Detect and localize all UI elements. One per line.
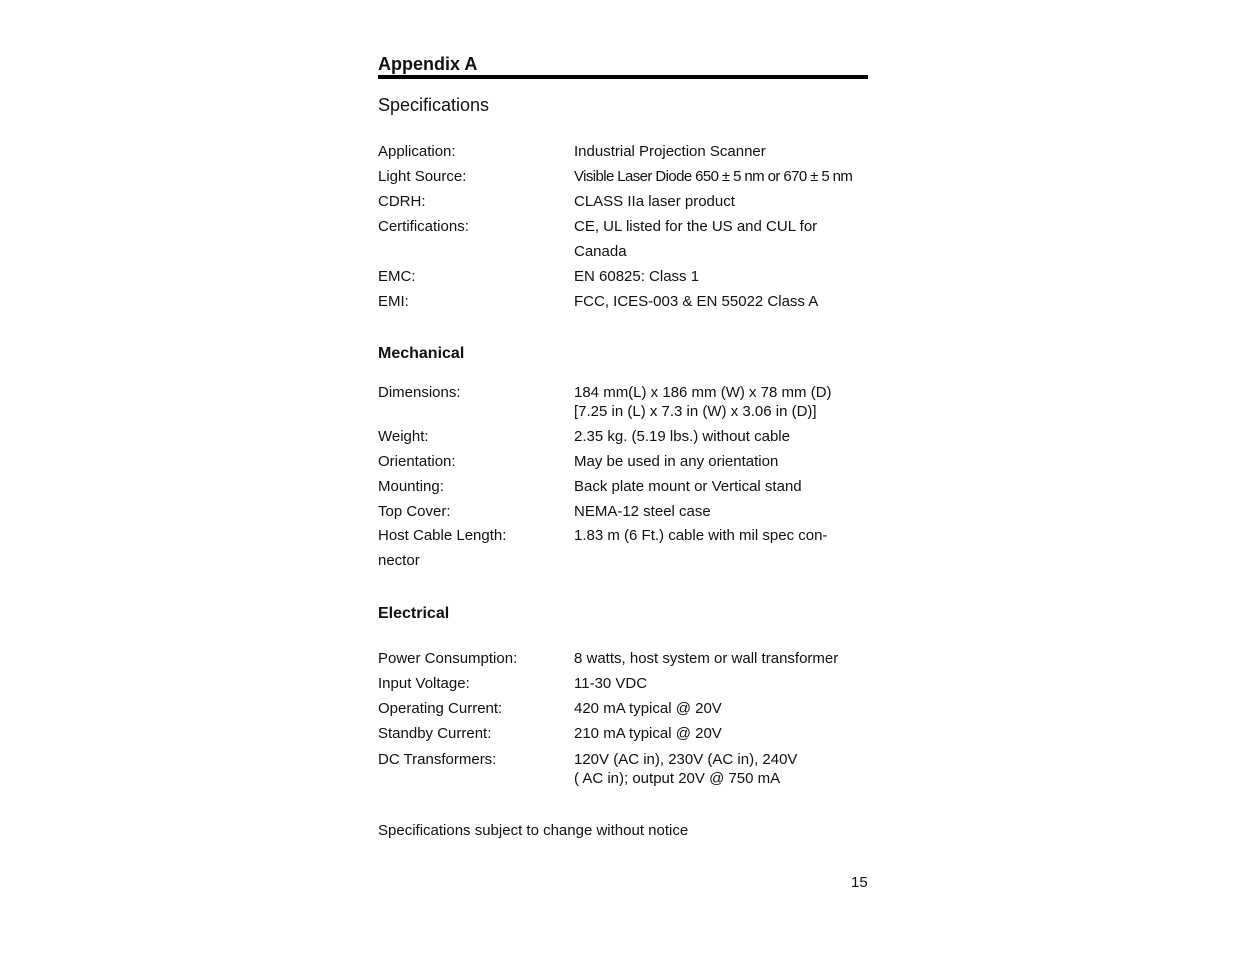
spec-value-power-consumption: 8 watts, host system or wall transformer bbox=[574, 650, 839, 667]
spec-value-dimensions-cont: [7.25 in (L) x 7.3 in (W) x 3.06 in (D)] bbox=[574, 403, 817, 420]
spec-label-operating-current: Operating Current: bbox=[378, 700, 503, 717]
section-heading-electrical: Electrical bbox=[378, 605, 450, 622]
spec-label-dimensions: Dimensions: bbox=[378, 384, 461, 401]
spec-value-standby-current: 210 mA typical @ 20V bbox=[574, 725, 722, 742]
spec-label-weight: Weight: bbox=[378, 428, 429, 445]
spec-label-standby-current: Standby Current: bbox=[378, 725, 492, 742]
spec-value-certifications: CE, UL listed for the US and CUL for bbox=[574, 218, 818, 235]
spec-value-orientation: May be used in any orientation bbox=[574, 453, 779, 470]
page-subtitle: Specifications bbox=[378, 95, 490, 115]
spec-value-mounting: Back plate mount or Vertical stand bbox=[574, 478, 802, 495]
spec-value-top-cover: NEMA-12 steel case bbox=[574, 503, 711, 520]
page-number: 15 bbox=[851, 874, 868, 891]
spec-value-dimensions: 184 mm(L) x 186 mm (W) x 78 mm (D) bbox=[574, 384, 832, 401]
spec-value-application: Industrial Projection Scanner bbox=[574, 143, 766, 160]
spec-label-application: Application: bbox=[378, 143, 456, 160]
spec-label-orientation: Orientation: bbox=[378, 453, 456, 470]
spec-label-mounting: Mounting: bbox=[378, 478, 444, 495]
footnote: Specifications subject to change without notice bbox=[378, 822, 689, 839]
spec-label-certifications: Certifications: bbox=[378, 218, 469, 235]
spec-label-top-cover: Top Cover: bbox=[378, 503, 451, 520]
spec-label-dc-transformers: DC Transformers: bbox=[378, 751, 497, 768]
spec-label-cdrh: CDRH: bbox=[378, 193, 426, 210]
spec-value-operating-current: 420 mA typical @ 20V bbox=[574, 700, 722, 717]
spec-value-input-voltage: 11-30 VDC bbox=[574, 675, 648, 692]
appendix-title: Appendix A bbox=[378, 54, 478, 74]
spec-label-light-source: Light Source: bbox=[378, 168, 467, 185]
spec-label-emc: EMC: bbox=[378, 268, 416, 285]
spec-value-cdrh: CLASS IIa laser product bbox=[574, 193, 735, 210]
spec-value-emc: EN 60825: Class 1 bbox=[574, 268, 700, 285]
spec-value-dc-transformers: 120V (AC in), 230V (AC in), 240V bbox=[574, 751, 798, 768]
spec-value-host-cable-length: 1.83 m (6 Ft.) cable with mil spec con- bbox=[574, 527, 828, 544]
spec-label-emi: EMI: bbox=[378, 293, 409, 310]
spec-value-certifications-cont: Canada bbox=[574, 243, 627, 260]
spec-value-host-cable-length-cont: nector bbox=[378, 552, 420, 569]
section-heading-mechanical: Mechanical bbox=[378, 345, 465, 362]
spec-value-emi: FCC, ICES-003 & EN 55022 Class A bbox=[574, 293, 819, 310]
spec-label-power-consumption: Power Consumption: bbox=[378, 650, 518, 667]
spec-value-light-source: Visible Laser Diode 650 ± 5 nm or 670 ± 5 nm bbox=[574, 168, 853, 185]
spec-value-dc-transformers-cont: ( AC in); output 20V @ 750 mA bbox=[574, 770, 781, 787]
spec-label-input-voltage: Input Voltage: bbox=[378, 675, 470, 692]
title-rule bbox=[378, 75, 868, 79]
spec-value-weight: 2.35 kg. (5.19 lbs.) without cable bbox=[574, 428, 790, 445]
spec-label-host-cable-length: Host Cable Length: bbox=[378, 527, 507, 544]
